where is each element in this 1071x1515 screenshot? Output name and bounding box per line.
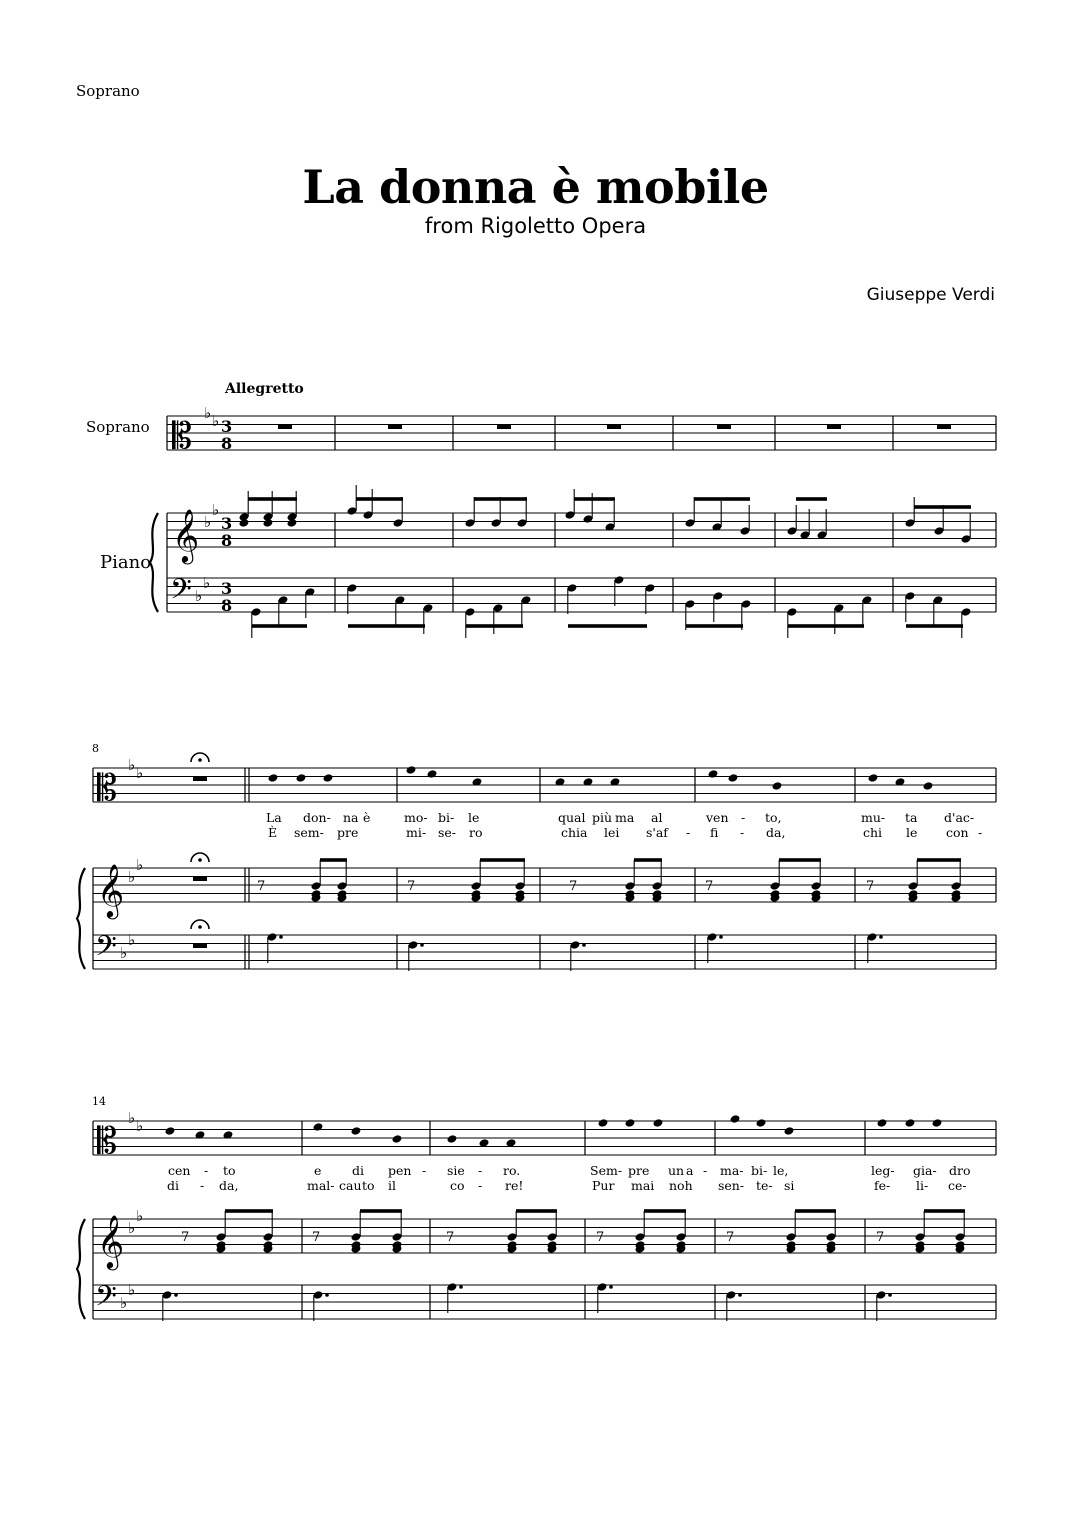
lyric-syllable: se- (438, 825, 457, 840)
dot (420, 943, 424, 947)
dot (174, 1293, 178, 1297)
lyrics (167, 810, 982, 1193)
notehead-icon (447, 1134, 458, 1144)
beam (796, 497, 827, 501)
notehead-icon (313, 1122, 324, 1132)
beam (480, 858, 525, 862)
lyric-syllable: mu- (861, 810, 886, 825)
dot (719, 935, 723, 939)
lyric-syllable: s'af (646, 825, 668, 840)
lyric-hyphen: - (478, 1178, 483, 1193)
flat-icon: ♭ (128, 1109, 136, 1127)
lyric-syllable: a (686, 1163, 694, 1178)
beam (320, 858, 347, 862)
composer: Giuseppe Verdi (866, 285, 995, 305)
instrument-label-soprano: Soprano (86, 418, 150, 436)
rest-icon (717, 425, 731, 430)
beam (252, 624, 307, 628)
notehead-icon (653, 1118, 664, 1128)
flat-icon: ♭ (128, 931, 136, 949)
lyric-syllable: ce- (948, 1178, 967, 1193)
lyric-hyphen: - (422, 1163, 427, 1178)
beam (779, 858, 821, 862)
lyric-syllable: to, (765, 810, 782, 825)
lyric-syllable: le (906, 825, 918, 840)
lyric-syllable: chia (561, 825, 588, 840)
brace-icon (150, 513, 158, 612)
notehead-icon (730, 1114, 741, 1124)
notehead-icon (296, 773, 307, 783)
lyric-syllable: bi- (751, 1163, 768, 1178)
flat-icon: ♭ (212, 412, 220, 430)
lyric-syllable: il (388, 1178, 396, 1193)
notehead-icon (772, 781, 783, 791)
lyric-syllable: le, (773, 1163, 789, 1178)
instrument-label-piano: Piano (100, 552, 152, 573)
rest-icon (193, 944, 207, 949)
eighth-rest-icon: 7 (596, 1230, 605, 1245)
dot (582, 943, 586, 947)
beam (644, 1209, 686, 1213)
flat-icon: ♭ (120, 944, 128, 962)
lyric-syllable: ta (905, 810, 918, 825)
rest-icon (193, 777, 207, 782)
flat-icon: ♭ (120, 1294, 128, 1312)
lyric-syllable: al (651, 810, 663, 825)
notehead-icon (784, 1126, 795, 1136)
flat-icon: ♭ (128, 1219, 136, 1237)
dot (609, 1285, 613, 1289)
lyric-syllable: un (668, 1163, 685, 1178)
lyric-syllable: sem- (294, 825, 324, 840)
alto-clef-icon: 𝄡 (97, 768, 118, 809)
beam (795, 1209, 836, 1213)
beam (914, 505, 971, 509)
lyric-syllable: li- (916, 1178, 929, 1193)
beam (574, 497, 615, 501)
fermata-dot (198, 858, 202, 862)
part-name: Soprano (76, 82, 140, 100)
lyric-hyphen: - (478, 1163, 483, 1178)
lyric-hyphen: - (204, 1163, 209, 1178)
time-signature-numerator: 3 (221, 514, 233, 533)
notehead-icon (427, 769, 438, 779)
lyric-syllable: gia- (913, 1163, 937, 1178)
lyric-syllable: cau (339, 1178, 362, 1193)
beam (225, 1209, 273, 1213)
lyric-syllable: leg- (871, 1163, 895, 1178)
notehead-icon (406, 765, 417, 775)
lyric-syllable: È (268, 825, 278, 840)
time-signature-numerator: 3 (221, 417, 233, 436)
lyric-syllable: ma (615, 810, 635, 825)
beam (788, 624, 864, 628)
lyric-syllable: mal- (307, 1178, 335, 1193)
notehead-icon (756, 1118, 767, 1128)
lyric-syllable: dro (949, 1163, 971, 1178)
treble-clef-icon: 𝄞 (97, 1214, 125, 1268)
lyric-syllable: mi- (406, 825, 427, 840)
lyric-syllable: to (362, 1178, 375, 1193)
beam (360, 1209, 402, 1213)
lyric-syllable: chi (863, 825, 883, 840)
page-title: La donna è mobile (302, 160, 769, 214)
lyric-syllable: con (946, 825, 969, 840)
beam (924, 1209, 965, 1213)
eighth-rest-icon: 7 (181, 1230, 190, 1245)
lyric-syllable: te- (756, 1178, 773, 1193)
eighth-rest-icon: 7 (866, 879, 875, 894)
eighth-rest-icon: 7 (726, 1230, 735, 1245)
notehead-icon (323, 773, 334, 783)
flat-icon: ♭ (136, 856, 144, 874)
rest-icon (388, 425, 402, 430)
lyric-syllable: sen- (718, 1178, 745, 1193)
notehead-icon (868, 773, 879, 783)
notehead-icon (905, 1118, 916, 1128)
rest-icon (827, 425, 841, 430)
measure-number-14: 14 (92, 1095, 106, 1108)
notehead-icon (625, 1118, 636, 1128)
beam (694, 497, 750, 501)
time-signature-denominator: 8 (221, 596, 233, 615)
lyric-syllable: pre (337, 825, 359, 840)
lyric-syllable: pen (388, 1163, 412, 1178)
notehead-icon (728, 773, 739, 783)
notehead-icon (923, 781, 934, 791)
lyric-syllable: cen (168, 1163, 191, 1178)
dot (279, 935, 283, 939)
tempo-marking: Allegretto (225, 381, 304, 397)
lyric-syllable: pre (628, 1163, 650, 1178)
beam (356, 497, 403, 501)
bass-clef-icon: 𝄢 (95, 930, 117, 970)
flat-icon: ♭ (128, 1281, 136, 1299)
rest-icon (497, 425, 511, 430)
lyric-syllable: e (314, 1163, 322, 1178)
lyric-syllable: co (450, 1178, 465, 1193)
eighth-rest-icon: 7 (312, 1230, 321, 1245)
notehead-icon (708, 769, 719, 779)
beam (348, 624, 425, 628)
lyric-syllable: da, (219, 1178, 239, 1193)
lyric-syllable: fe- (874, 1178, 891, 1193)
lyric-syllable: sie (447, 1163, 465, 1178)
lyric-syllable: noh (669, 1178, 693, 1193)
lyric-syllable: fi (710, 825, 719, 840)
lyric-syllable: La (266, 810, 282, 825)
notehead-icon (877, 1118, 888, 1128)
fermata-dot (198, 758, 202, 762)
treble-clef-icon: 𝄞 (172, 508, 200, 562)
measure-number-8: 8 (92, 742, 99, 755)
notehead-icon (932, 1118, 943, 1128)
subtitle: from Rigoletto Opera (424, 214, 647, 238)
bass-clef-icon: 𝄢 (95, 1280, 117, 1320)
notehead-icon (351, 1126, 362, 1136)
lyric-hyphen: - (703, 1163, 708, 1178)
lyric-syllable: qual (558, 810, 586, 825)
lyric-syllable: più (592, 810, 613, 825)
notehead-icon (268, 773, 279, 783)
rest-icon (937, 425, 951, 430)
lyric-syllable: d'ac- (944, 810, 975, 825)
alto-clef-icon: 𝄡 (172, 416, 193, 457)
alto-clef-icon: 𝄡 (97, 1121, 118, 1162)
notehead-icon (263, 518, 274, 528)
eighth-rest-icon: 7 (705, 879, 714, 894)
time-signature-denominator: 8 (221, 531, 233, 550)
flat-icon: ♭ (195, 587, 203, 605)
lyric-syllable: mai (631, 1178, 655, 1193)
lyric-syllable: na (343, 810, 359, 825)
notehead-icon (392, 1134, 403, 1144)
notehead-icon (287, 518, 298, 528)
lyric-syllable: di (352, 1163, 364, 1178)
flat-icon: ♭ (204, 404, 212, 422)
dot (879, 935, 883, 939)
rest-icon (193, 877, 207, 882)
eighth-rest-icon: 7 (446, 1230, 455, 1245)
eighth-rest-icon: 7 (407, 879, 416, 894)
flat-icon: ♭ (128, 868, 136, 886)
dot (888, 1293, 892, 1297)
beam (568, 624, 647, 628)
lyric-syllable: bi- (438, 810, 455, 825)
lyric-syllable: ven (706, 810, 729, 825)
bass-clef-icon: 𝄢 (170, 573, 192, 613)
beam (466, 624, 523, 628)
eighth-rest-icon: 7 (876, 1230, 885, 1245)
beam (248, 497, 297, 501)
brace-icon (77, 1219, 85, 1319)
flat-icon: ♭ (136, 1117, 144, 1135)
flat-icon: ♭ (136, 1207, 144, 1225)
lyric-syllable: le (468, 810, 480, 825)
lyric-syllable: ro (469, 825, 483, 840)
lyric-hyphen: - (686, 825, 691, 840)
treble-clef-icon: 𝄞 (97, 863, 125, 917)
flat-icon: ♭ (212, 501, 220, 519)
lyric-syllable: lei (604, 825, 620, 840)
eighth-rest-icon: 7 (257, 879, 266, 894)
notes (77, 404, 971, 1321)
lyric-syllable: to (223, 1163, 236, 1178)
brace-icon (77, 868, 85, 969)
flat-icon: ♭ (204, 513, 212, 531)
lyric-syllable: di (167, 1178, 179, 1193)
eighth-rest-icon: 7 (569, 879, 578, 894)
beam (906, 624, 963, 628)
notehead-icon (165, 1126, 176, 1136)
lyric-syllable: Sem- (590, 1163, 623, 1178)
lyric-syllable: ma- (720, 1163, 744, 1178)
flat-icon: ♭ (203, 574, 211, 592)
time-signature-denominator: 8 (221, 434, 233, 453)
time-signature-numerator: 3 (221, 579, 233, 598)
lyric-syllable: si (784, 1178, 795, 1193)
beam (634, 858, 662, 862)
dot (325, 1293, 329, 1297)
dot (459, 1285, 463, 1289)
flat-icon: ♭ (128, 756, 136, 774)
beam (917, 858, 961, 862)
flat-icon: ♭ (136, 764, 144, 782)
notehead-icon (598, 1118, 609, 1128)
rest-icon (278, 425, 292, 430)
lyric-syllable: ro. (503, 1163, 521, 1178)
lyric-syllable: mo- (404, 810, 428, 825)
lyric-syllable: don- (303, 810, 331, 825)
lyric-hyphen: - (978, 825, 983, 840)
dot (738, 1293, 742, 1297)
fermata-dot (198, 925, 202, 929)
lyric-syllable: Pur (592, 1178, 615, 1193)
lyric-syllable: da, (766, 825, 786, 840)
lyric-syllable: è (363, 810, 371, 825)
beam (516, 1209, 557, 1213)
lyric-hyphen: - (200, 1178, 205, 1193)
notehead-icon (239, 518, 250, 528)
beam (474, 497, 527, 501)
lyric-hyphen: - (740, 825, 745, 840)
beam (686, 624, 743, 628)
rest-icon (607, 425, 621, 430)
lyric-hyphen: - (741, 810, 746, 825)
lyric-syllable: re! (505, 1178, 524, 1193)
